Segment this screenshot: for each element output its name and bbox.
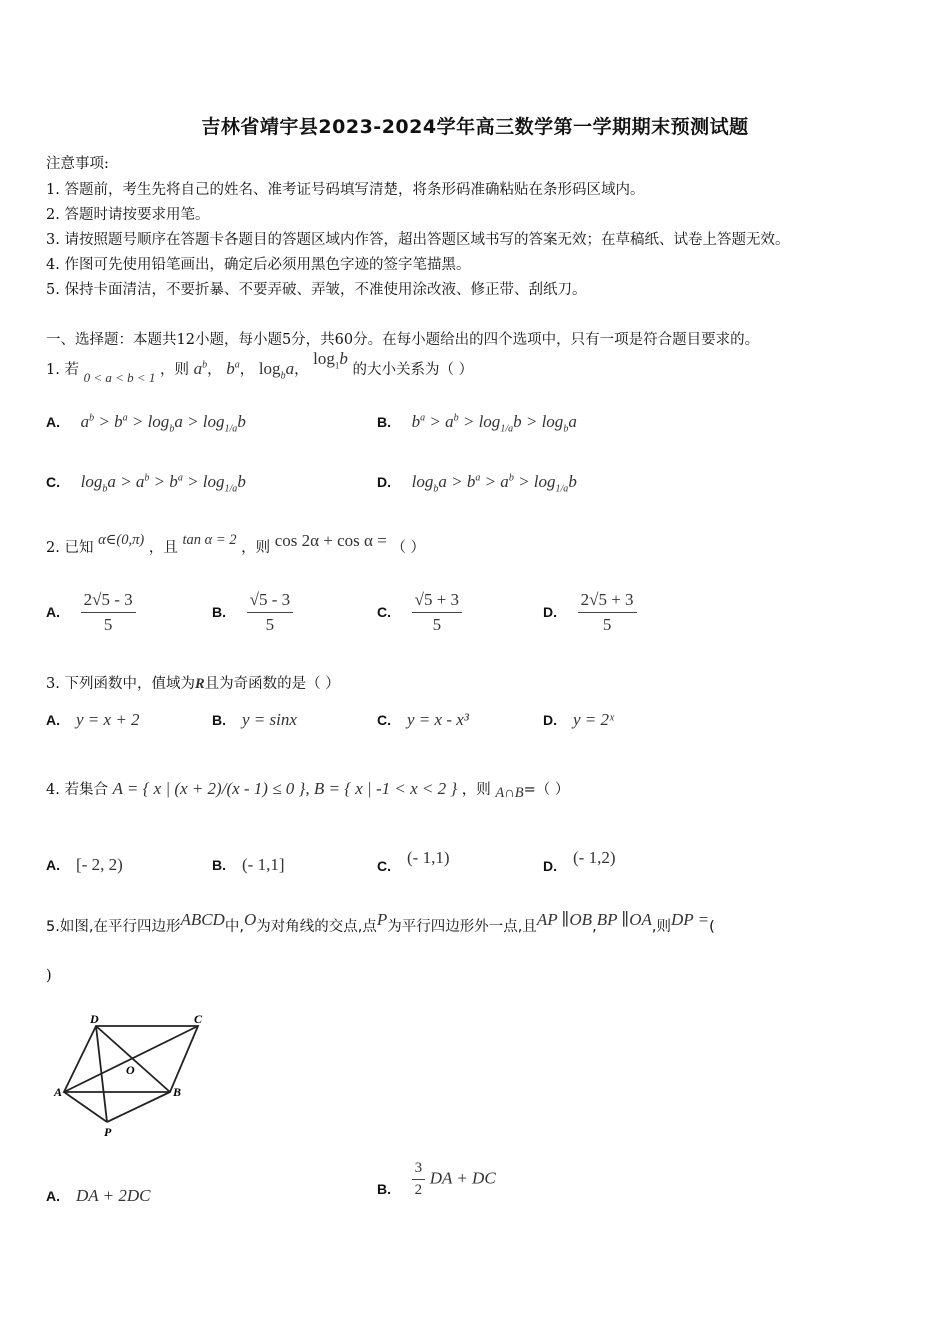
notice-item-3: 3. 请按照题号顺序在答题卡各题目的答题区域内作答，超出答题区域书写的答案无效；在草稿纸、试卷上答题无效。 xyxy=(46,232,790,248)
question-1: 1. 若 0 < a < b < 1 ，则 $a^b$， $b^a$， $\log_ba$， $\log_1b$ 的大小关系为（ ） xyxy=(46,349,474,385)
question-2: 2. 已知 α∈(0,π) ，且 tan α = 2 ，则 cos 2α + cos α = （ ） xyxy=(46,531,425,556)
q2-option-b[interactable]: B. $\frac{√5 - 3}{5}$ xyxy=(212,590,293,635)
label-p: P xyxy=(104,1125,112,1139)
q3-option-d[interactable]: D. y = 2ˣ xyxy=(543,710,614,729)
q3-option-a-expr: y = x + 2 xyxy=(76,710,140,729)
q1-option-a-expr: $a^b > b^a > \log_ba > \log_{1/a}b$ xyxy=(80,412,246,435)
q5-option-b-expr: DA + DC xyxy=(429,1168,496,1188)
label-o: O xyxy=(126,1063,135,1077)
label-d: D xyxy=(90,1012,99,1026)
q1-option-d-expr: $\log_ba > b^a > a^b > \log_{1/a}b$ xyxy=(411,472,577,495)
notice-item-1: 1. 答题前，考生先将自己的姓名、准考证号码填写清楚，将条形码准确粘贴在条形码区域内。 xyxy=(46,182,645,198)
label-b: B xyxy=(173,1085,182,1099)
q1-option-c[interactable]: C. $\log_ba > a^b > b^a > \log_{1/a}b$ xyxy=(46,472,246,495)
question-4: 4. 若集合 A = { x | (x + 2)/(x - 1) ≤ 0 }, B = { x | -1 < x < 2 } ，则 A∩B=（ ） xyxy=(46,779,570,801)
parallelogram-figure xyxy=(52,1012,222,1142)
q2-condition-1: α∈(0,π) xyxy=(98,532,145,548)
q1-mid: ，则 xyxy=(160,362,189,378)
label-c: C xyxy=(194,1012,203,1026)
q4-option-c[interactable]: C. (- 1,1) xyxy=(377,848,450,874)
section-heading: 一、选择题：本题共12小题，每小题5分，共60分。在每小题给出的四个选项中，只有一项是符合题目要求的。 xyxy=(46,332,760,348)
q3-option-c-expr: y = x - x³ xyxy=(407,710,469,729)
q4-option-a[interactable]: A. [- 2, 2) xyxy=(46,855,123,874)
q2-condition-2: tan α = 2 xyxy=(182,532,237,548)
q1-option-d[interactable]: D. $\log_ba > b^a > a^b > \log_{1/a}b$ xyxy=(377,472,577,495)
q2-option-a[interactable]: A. $\frac{2√5 - 3}{5}$ xyxy=(46,590,136,635)
notice-item-5: 5. 保持卡面清洁，不要折暴、不要弄破、弄皱，不准使用涂改液、修正带、刮纸刀。 xyxy=(46,282,587,298)
label-a: A xyxy=(54,1085,63,1099)
q2-option-c[interactable]: C. $\frac{√5 + 3}{5}$ xyxy=(377,590,462,635)
q4-option-c-expr: (- 1,1) xyxy=(407,848,450,867)
q1-tail: 的大小关系为（ ） xyxy=(352,362,474,378)
q2-option-b-fraction: $\frac{√5 - 3}{5}$ xyxy=(247,590,294,635)
q2-option-d-fraction: $\frac{2√5 + 3}{5}$ xyxy=(578,590,637,635)
q4-option-b[interactable]: B. (- 1,1] xyxy=(212,855,285,874)
q5-paren-close: ) xyxy=(46,968,52,984)
q2-option-c-fraction: $\frac{√5 + 3}{5}$ xyxy=(412,590,462,635)
question-5: 5.如图,在平行四边形ABCD中,O为对角线的交点,点P为平行四边形外一点,且AP ∥OB,BP ∥OA,则DP =( xyxy=(46,910,715,935)
page-title: 吉林省靖宇县2023-2024学年高三数学第一学期期末预测试题 xyxy=(201,116,749,138)
q4-option-b-expr: (- 1,1] xyxy=(242,855,285,874)
q4-option-a-expr: [- 2, 2) xyxy=(76,855,123,874)
q1-option-b[interactable]: B. $b^a > a^b > \log_{1/a}b > \log_ba$ xyxy=(377,412,577,435)
q3-option-d-expr: y = 2ˣ xyxy=(573,710,614,729)
notice-item-4: 4. 作图可先使用铅笔画出，确定后必须用黑色字迹的签字笔描黑。 xyxy=(46,257,471,273)
q3-option-b-expr: y = sinx xyxy=(242,710,297,729)
q4-option-d-expr: (- 1,2) xyxy=(573,848,616,867)
q1-option-a[interactable]: A. $a^b > b^a > \log_ba > \log_{1/a}b$ xyxy=(46,412,246,435)
q1-condition: 0 < a < b < 1 xyxy=(83,370,156,385)
q3-option-c[interactable]: C. y = x - x³ xyxy=(377,710,469,729)
q3-option-b[interactable]: B. y = sinx xyxy=(212,710,297,729)
q2-option-d[interactable]: D. $\frac{2√5 + 3}{5}$ xyxy=(543,590,637,635)
q5-option-a[interactable]: A. DA + 2DC xyxy=(46,1186,151,1205)
q3-option-a[interactable]: A. y = x + 2 xyxy=(46,710,140,729)
notice-item-2: 2. 答题时请按要求用笔。 xyxy=(46,207,210,223)
q4-option-d[interactable]: D. (- 1,2) xyxy=(543,848,616,874)
question-3: 3. 下列函数中，值域为R且为奇函数的是（ ） xyxy=(46,676,340,692)
q1-option-c-expr: $\log_ba > a^b > b^a > \log_{1/a}b$ xyxy=(80,472,246,495)
q1-option-b-expr: $b^a > a^b > \log_{1/a}b > \log_ba$ xyxy=(411,412,577,435)
q2-expression: cos 2α + cos α = xyxy=(274,531,387,550)
q5-option-b-coefficient: $\frac{3}{2}$ xyxy=(412,1160,426,1199)
notice-heading: 注意事项: xyxy=(46,156,109,172)
q5-option-b[interactable]: B. $\frac{3}{2}$ DA + DC xyxy=(377,1160,496,1198)
q4-sets: A = { x | (x + 2)/(x - 1) ≤ 0 }, B = { x | -1 < x < 2 } xyxy=(112,779,458,798)
q5-option-a-expr: DA + 2DC xyxy=(76,1186,151,1205)
q1-prefix: 1. 若 xyxy=(46,362,79,378)
q2-option-a-fraction: $\frac{2√5 - 3}{5}$ xyxy=(81,590,136,635)
